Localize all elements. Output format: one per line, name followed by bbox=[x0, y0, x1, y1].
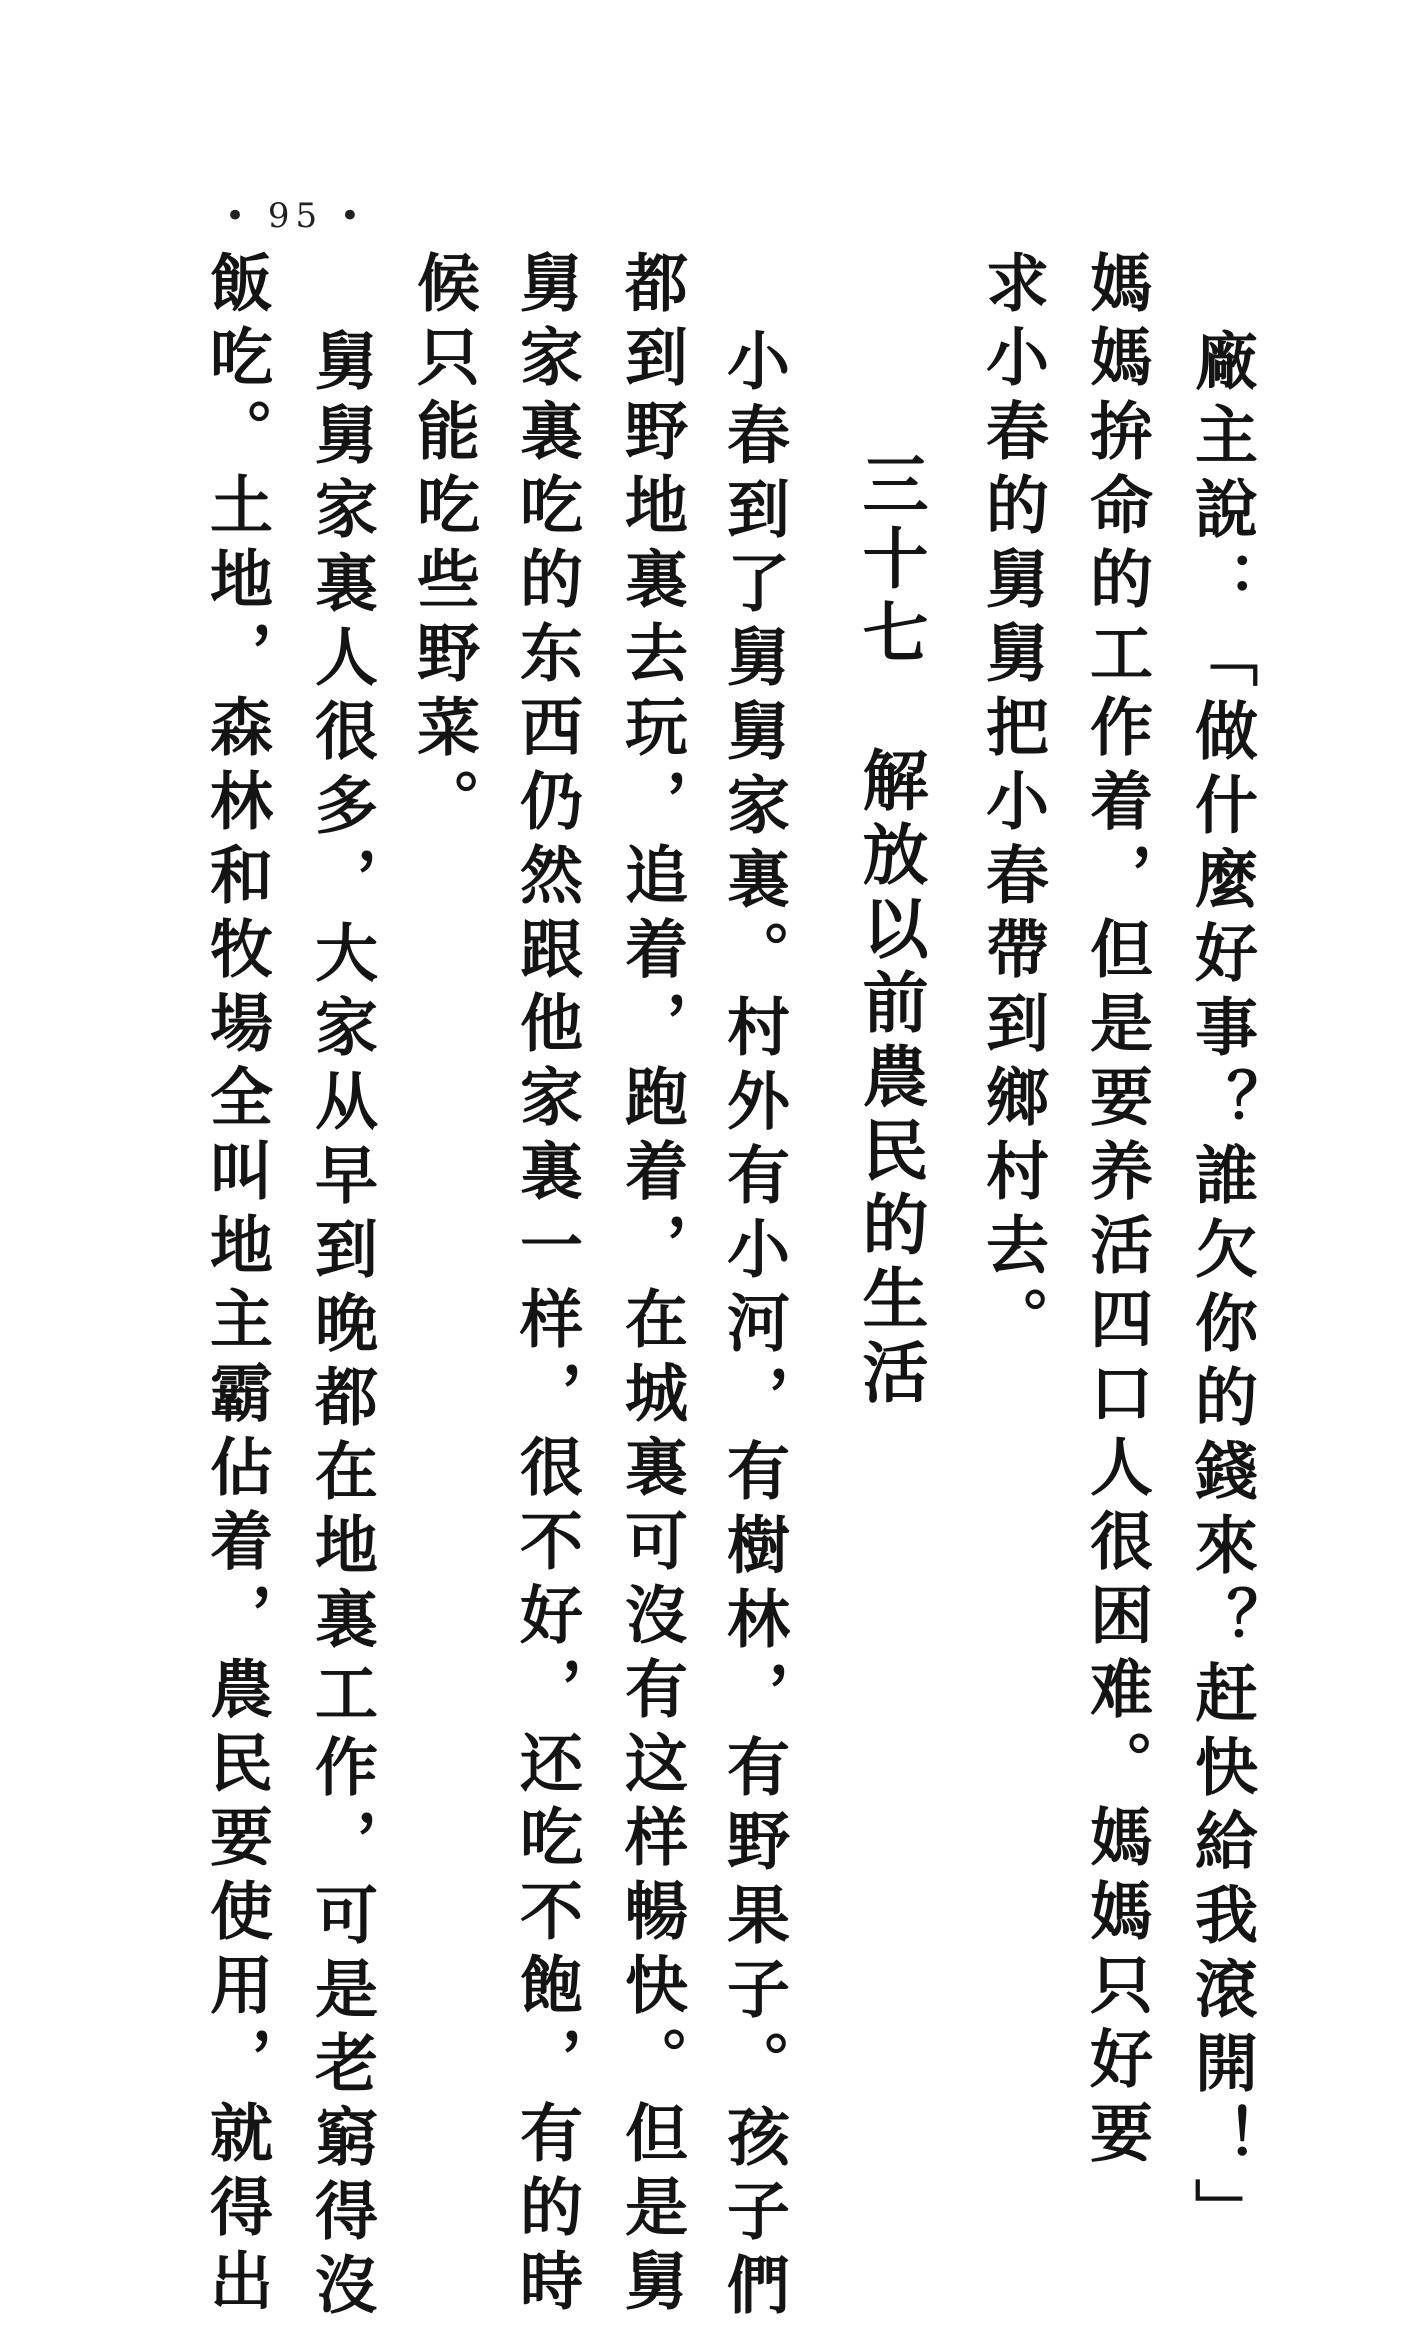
chapter-title: 三十七 解放以前農民的生活 bbox=[851, 450, 929, 1412]
text-column-3: 求小春的舅舅把小春帶到鄉村去。 bbox=[976, 250, 1050, 1360]
text-column-6: 都到野地裏去玩，追着，跑着，在城裏可沒有这样暢快。但是舅 bbox=[615, 250, 689, 2322]
text-column-9: 舅舅家裏人很多，大家从早到晚都在地裏工作，可是老窮得沒 bbox=[305, 328, 379, 2326]
text-column-10: 飯吃。土地，森林和牧場全叫地主霸佔着，農民要使用，就得出 bbox=[200, 250, 274, 2322]
text-column-7: 舅家裏吃的东西仍然跟他家裏一样，很不好，还吃不飽，有的時 bbox=[510, 250, 584, 2322]
text-column-2: 媽媽拚命的工作着，但是要养活四口人很困难。媽媽只好要 bbox=[1080, 250, 1154, 2174]
text-column-5: 小春到了舅舅家裏。村外有小河，有樹林，有野果子。孩子們 bbox=[717, 328, 791, 2326]
text-column-1: 廠主說：「做什麼好事？誰欠你的錢來？赶快給我滾開！」 bbox=[1185, 328, 1259, 2252]
page-number: • 95 • bbox=[225, 196, 366, 236]
text-column-8: 候只能吃些野菜。 bbox=[407, 250, 481, 842]
